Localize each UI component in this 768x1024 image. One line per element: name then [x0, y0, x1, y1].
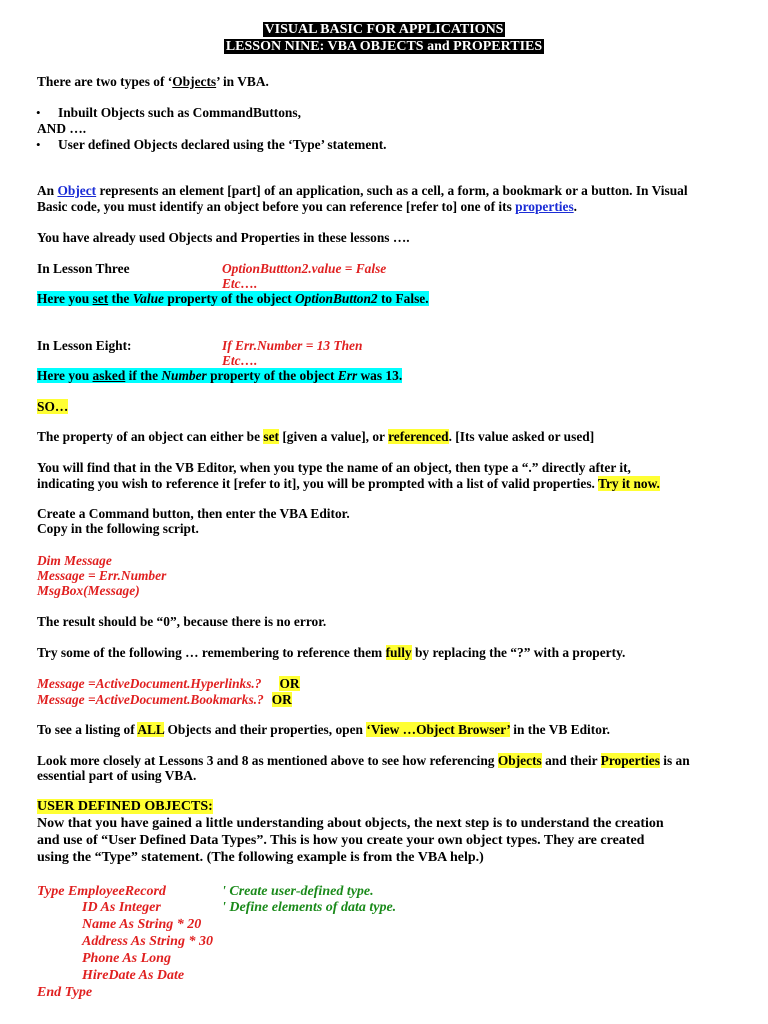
bullet-item-inbuilt: Inbuilt Objects such as CommandButtons, — [58, 105, 301, 120]
type-code-comment: ' Create user-defined type. — [222, 884, 374, 899]
create-button-text-line-1: Create a Command button, then enter the VBA Editor. — [37, 506, 350, 521]
type-code-comment: ' Define elements of data type. — [222, 900, 397, 915]
udo-paragraph-line-1: Now that you have gained a little understanding about objects, the next step is to understand the creation — [37, 816, 664, 831]
example-hyperlinks: Message =ActiveDocument.Hyperlinks.? OR — [37, 676, 300, 691]
properties-link[interactable]: properties — [515, 199, 574, 214]
type-code-line: Phone As Long — [82, 951, 171, 966]
lesson-eight-code-1: If Err.Number = 13 Then — [222, 338, 363, 353]
object-browser-text: To see a listing of ALL Objects and their properties, open ‘View …Object Browser’ in the VB Editor. — [37, 722, 610, 737]
already-used-text: You have already used Objects and Properties in these lessons …. — [37, 230, 410, 245]
type-code-line: End Type — [37, 985, 93, 1000]
script-line: Message = Err.Number — [37, 568, 167, 583]
intro-paragraph: There are two types of ‘Objects’ in VBA. — [37, 74, 269, 89]
udo-paragraph-line-3: using the “Type” statement. (The following example is from the VBA help.) — [37, 850, 484, 865]
lesson-eight-explanation: Here you asked if the Number property of the object Err was 13. — [37, 368, 403, 383]
look-closely-text-line-2: essential part of using VBA. — [37, 768, 197, 783]
script-line: MsgBox(Message) — [37, 583, 140, 598]
so-heading: SO… — [37, 399, 69, 414]
property-set-referenced-text: The property of an object can either be set [given a value], or referenced. [Its value asked or used] — [37, 429, 595, 444]
lesson-eight-label: In Lesson Eight: — [37, 338, 132, 353]
bullet-icon: • — [36, 137, 41, 152]
bullet-item-user-defined: User defined Objects declared using the ‘Type’ statement. — [58, 137, 387, 152]
object-definition-line-2: Basic code, you must identify an object before you can reference [refer to] one of its properties. — [37, 199, 578, 214]
result-text: The result should be “0”, because there is no error. — [37, 614, 327, 629]
bullet-icon: • — [36, 105, 41, 120]
example-bookmarks: Message =ActiveDocument.Bookmarks.? OR — [37, 692, 292, 707]
vb-editor-text-line-1: You will find that in the VB Editor, when you type the name of an object, then type a “.” directly after it, — [37, 460, 631, 475]
object-link[interactable]: Object — [57, 183, 97, 198]
create-button-text-line-2: Copy in the following script. — [37, 521, 199, 536]
look-closely-text-line-1: Look more closely at Lessons 3 and 8 as mentioned above to see how referencing Objects and their Properties is an — [37, 753, 690, 768]
object-definition-line-1: An Object represents an element [part] of an application, such as a cell, a form, a bookmark or a button. In Visual — [37, 183, 688, 198]
lesson-three-label: In Lesson Three — [37, 261, 130, 276]
lesson-three-code-2: Etc…. — [222, 276, 258, 291]
type-code-line: ID As Integer — [82, 900, 161, 915]
user-defined-objects-heading: USER DEFINED OBJECTS: — [37, 799, 213, 814]
script-line: Dim Message — [37, 553, 112, 568]
title-line-2: LESSON NINE: VBA OBJECTS and PROPERTIES — [225, 39, 543, 54]
type-code-line: Name As String * 20 — [82, 917, 202, 932]
title-line-1: VISUAL BASIC FOR APPLICATIONS — [264, 22, 504, 37]
type-code-line: Address As String * 30 — [82, 934, 213, 949]
type-code-line: HireDate As Date — [82, 968, 185, 983]
try-following-text: Try some of the following … remembering to reference them fully by replacing the “?” with a property. — [37, 645, 626, 660]
and-text: AND …. — [37, 121, 87, 136]
vb-editor-text-line-2: indicating you wish to reference it [refer to it], you will be prompted with a list of valid properties. Try it now. — [37, 476, 660, 491]
lesson-three-code-1: OptionButtton2.value = False — [222, 261, 387, 276]
udo-paragraph-line-2: and use of “User Defined Data Types”. This is how you create your own object types. They are created — [37, 833, 645, 848]
lesson-eight-code-2: Etc…. — [222, 353, 258, 368]
lesson-three-explanation: Here you set the Value property of the object OptionButton2 to False. — [37, 291, 429, 306]
type-code-line: Type EmployeeRecord — [37, 884, 166, 899]
